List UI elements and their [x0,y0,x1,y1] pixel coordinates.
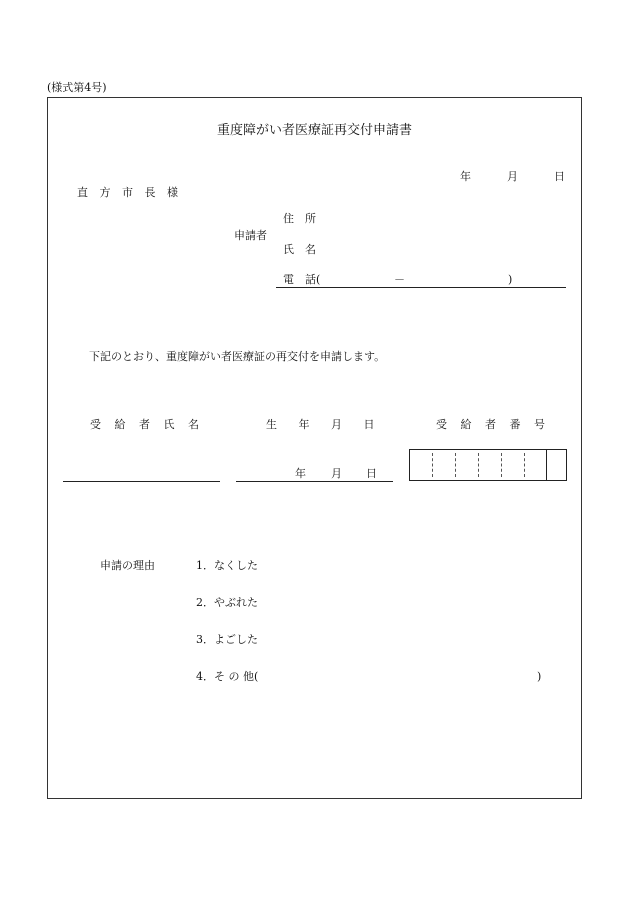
address-label: 住 所 [283,212,316,225]
recipient-number-header: 受 給 者 番 号 [436,418,550,431]
phone-underline[interactable] [276,287,566,288]
reason-option-other[interactable]: 4．そ の 他( [196,670,259,683]
recipient-name-header: 受 給 者 氏 名 [90,418,204,431]
birth-date-header: 生 年 月 日 [266,418,384,431]
recipient-name-field[interactable] [63,481,220,482]
applicant-label: 申請者 [234,229,267,242]
date-month: 月 [507,170,518,183]
statement: 下記のとおり、重度障がい者医療証の再交付を申請します。 [89,350,386,363]
birth-date-field[interactable] [236,481,393,482]
reason-label: 申請の理由 [100,559,155,572]
birth-month: 月 [331,467,342,480]
form-number: (様式第4号) [47,81,107,94]
birth-day: 日 [366,467,377,480]
name-label: 氏 名 [283,243,316,256]
digit-divider [432,453,433,477]
reason-option-lost[interactable]: 1．なくした [196,559,258,572]
form-title: 重度障がい者医療証再交付申請書 [217,123,413,138]
reason-other-close: ) [537,670,542,683]
digit-divider [478,453,479,477]
date-year: 年 [460,170,471,183]
digit-divider-solid [546,450,547,480]
digit-divider [501,453,502,477]
digit-divider [455,453,456,477]
digit-divider [524,453,525,477]
form-frame [47,97,582,799]
reason-option-torn[interactable]: 2．やぶれた [196,596,258,609]
birth-year: 年 [295,467,306,480]
phone-label: 電 話( [283,273,321,286]
recipient-number-field[interactable] [409,449,567,481]
phone-dash: － [394,273,405,286]
date-day: 日 [554,170,565,183]
reason-option-dirty[interactable]: 3．よごした [196,633,258,646]
phone-close: ) [508,273,513,286]
addressee: 直 方 市 長 様 [77,186,182,199]
